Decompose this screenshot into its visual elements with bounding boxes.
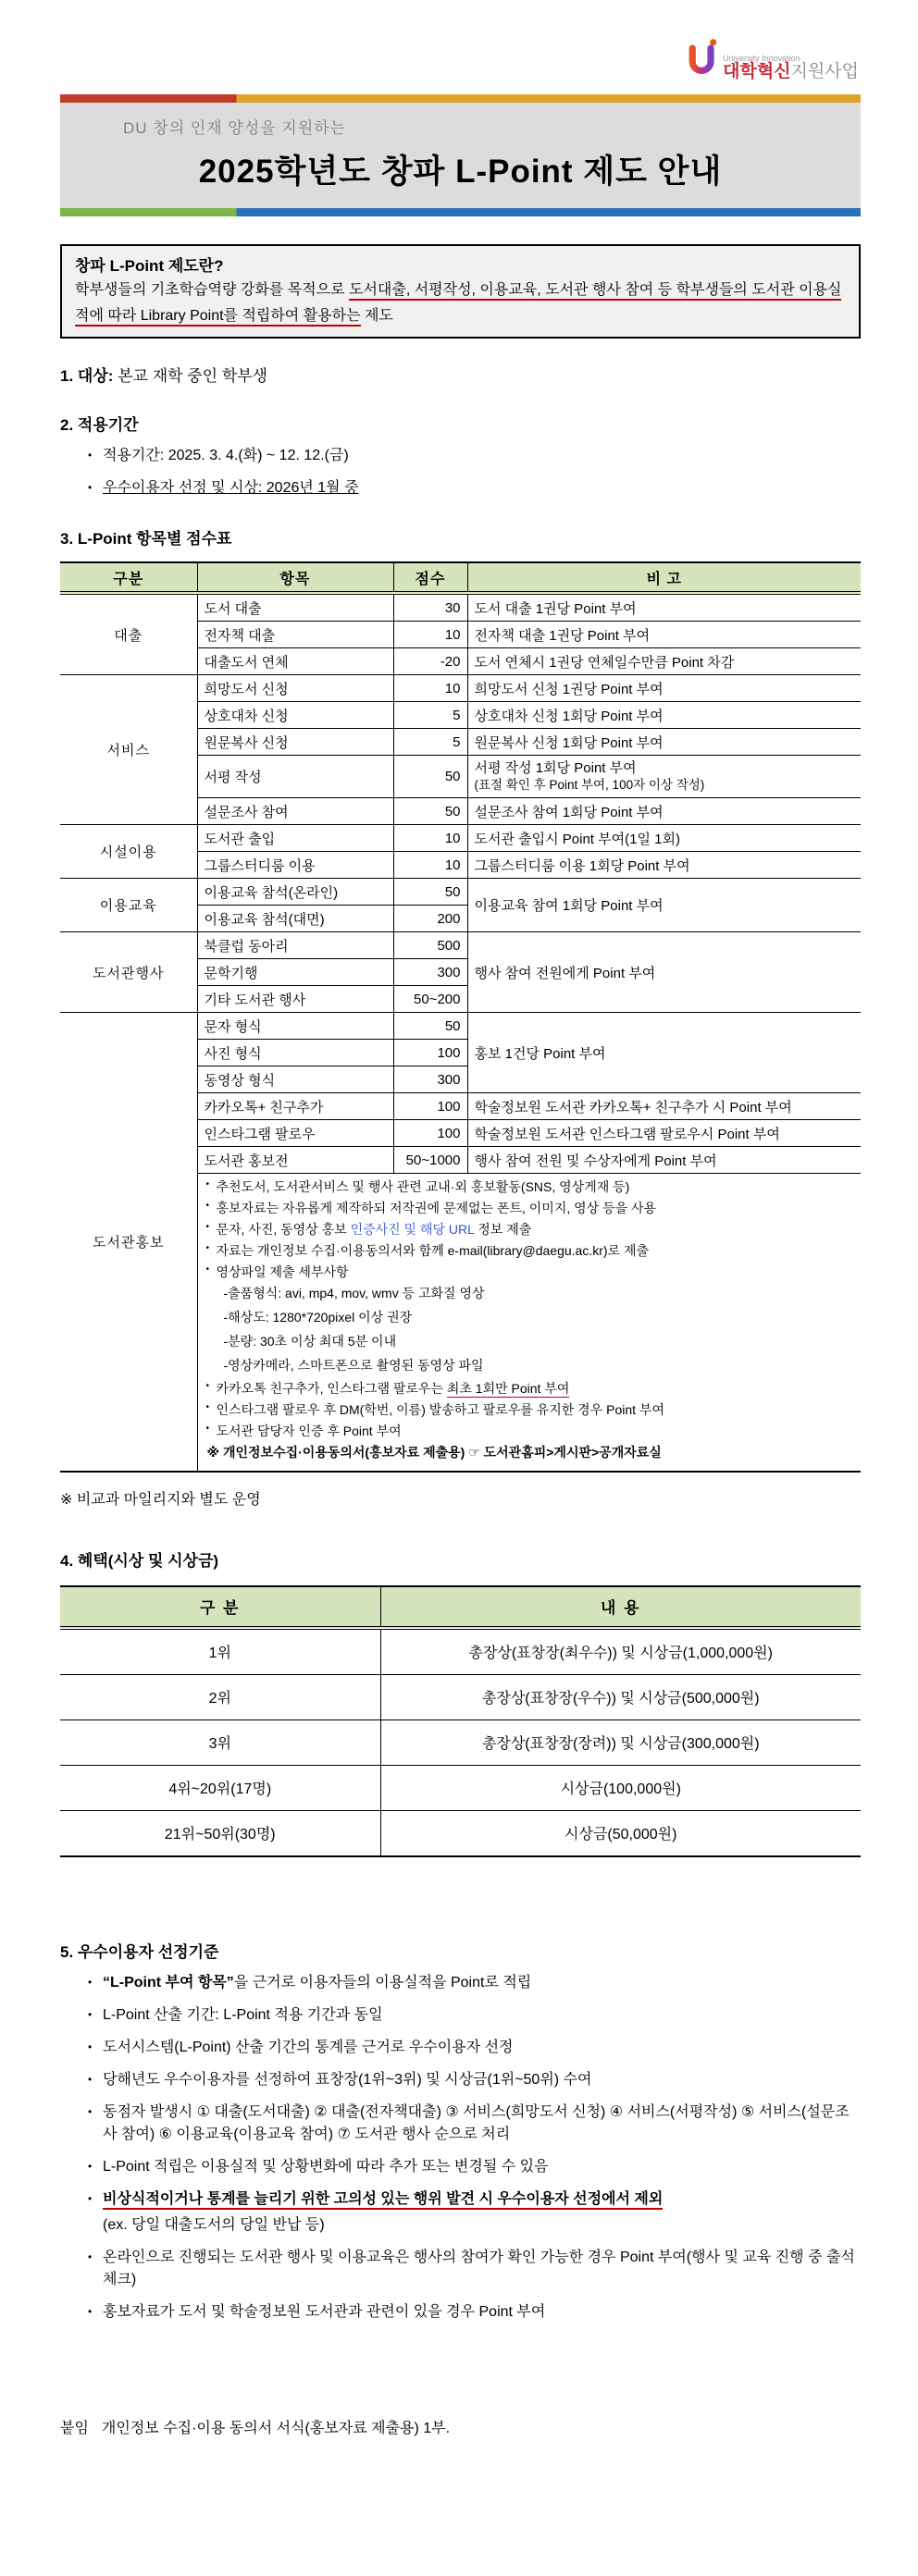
item-cell: 동영상 형식	[197, 1066, 393, 1093]
note-line: • 추천도서, 도서관서비스 및 행사 관련 교내·외 홍보활동(SNS, 영상게재 등)	[205, 1177, 854, 1198]
list-item: • L-Point 적립은 이용실적 및 상황변화에 따라 추가 또는 변경될 수 있음	[60, 2156, 861, 2178]
logo-tagline: University Innovation	[723, 53, 800, 63]
note-line: • 인스타그램 팔로우 후 DM(학번, 이름) 발송하고 팔로우를 유지한 경우 Point 부여	[205, 1399, 854, 1421]
list-item: • 홍보자료가 도서 및 학술정보원 도서관과 관련이 있을 경우 Point 부여	[60, 2301, 861, 2323]
banner-bottom-bar	[60, 208, 861, 216]
note-final: ※ 개인정보수집·이용동의서(홍보자료 제출용) ☞ 도서관홈피>게시판>공개자료실	[206, 1445, 662, 1461]
university-innovation-logo	[60, 33, 859, 83]
section1-text: 본교 재학 중인 학부생	[113, 367, 268, 386]
table-row	[60, 1765, 861, 1810]
remark-cell: 도서 대출 1권당 Point 부여	[467, 593, 861, 622]
item-cell: 사진 형식	[197, 1040, 393, 1066]
table-header-row	[60, 562, 861, 593]
attachment-line	[60, 2416, 861, 2437]
banner-top-bar	[60, 94, 861, 103]
item-cell: 문자 형식	[197, 1013, 393, 1040]
banner-body	[60, 103, 861, 208]
remark-cell: 학술정보원 도서관 카카오톡+ 친구추가 시 Point 부여	[467, 1093, 861, 1120]
rank-cell: 1위	[60, 1628, 380, 1675]
content-cell: 시상금(100,000원)	[380, 1765, 861, 1810]
section1-label: 1. 대상:	[60, 367, 114, 386]
note-line	[205, 1219, 854, 1240]
score-cell: 500	[393, 932, 467, 959]
page-title: 2025학년도 창파 L-Point 제도 안내	[198, 154, 723, 190]
note-line: • 도서관 담당자 인증 후 Point 부여	[205, 1421, 854, 1442]
category-cell: 도서관행사	[60, 932, 197, 1013]
score-cell: 10	[393, 622, 467, 648]
list-item: • 도서시스템(L-Point) 산출 기간의 통계를 근거로 우수이용자 선정	[60, 2037, 861, 2059]
list-item	[60, 477, 861, 499]
remark-cell-merged: 이용교육 참여 1회당 Point 부여	[467, 879, 861, 932]
remark-cell: 행사 참여 전원 및 수상자에게 Point 부여	[467, 1147, 861, 1174]
remark-cell: 그룹스터디룸 이용 1회당 Point 부여	[467, 852, 861, 879]
list-item	[60, 2188, 861, 2237]
list-item	[60, 445, 861, 467]
intro-tail: 제도	[360, 307, 393, 324]
remark-cell: 도서관 출입시 Point 부여(1일 1회)	[467, 825, 861, 852]
remark-cell	[467, 756, 861, 798]
score-cell: 50	[393, 879, 467, 906]
item-cell: 대출도서 연체	[197, 648, 393, 675]
criteria-warning: 비상식적이거나 통계를 늘리기 위한 고의성 있는 행위 발견 시 우수이용자 선정에서 제외	[103, 2191, 663, 2210]
rank-cell: 2위	[60, 1674, 380, 1719]
score-cell: 100	[393, 1093, 467, 1120]
logo-u-icon	[686, 36, 719, 83]
table-row	[60, 1810, 861, 1856]
note-subline: -분량: 30초 이상 최대 5분 이내	[223, 1334, 397, 1350]
remark-cell: 설문조사 참여 1회당 Point 부여	[467, 798, 861, 825]
table-row	[60, 675, 861, 702]
logo-text	[723, 55, 859, 83]
item-cell: 도서 대출	[197, 593, 393, 622]
col-header-rank: 구 분	[60, 1586, 380, 1628]
attachment-label: 붙임	[60, 2420, 89, 2436]
score-cell: 50	[393, 798, 467, 825]
score-table-footnote: ※ 비교과 마일리지와 별도 운영	[60, 1491, 261, 1508]
score-cell: 30	[393, 593, 467, 622]
note-line: • 영상파일 제출 세부사항	[205, 1262, 854, 1283]
rank-cell: 21위~50위(30명)	[60, 1810, 380, 1856]
section2-bullets	[60, 445, 861, 499]
logo-brand-red: 대학혁신	[723, 62, 791, 82]
item-cell: 그룹스터디룸 이용	[197, 852, 393, 879]
criteria-warning-example: (ex. 당일 대출도서의 당일 반납 등)	[103, 2216, 325, 2233]
remark-cell-merged: 홍보 1건당 Point 부여	[467, 1013, 861, 1093]
remark-cell: 원문복사 신청 1회당 Point 부여	[467, 729, 861, 756]
section1	[60, 363, 861, 386]
score-cell: 50~200	[393, 986, 467, 1013]
title-banner	[60, 94, 861, 216]
score-cell: 50	[393, 1013, 467, 1040]
item-cell: 도서관 출입	[197, 825, 393, 852]
lpoint-score-table	[60, 561, 861, 1472]
rank-cell: 3위	[60, 1719, 380, 1765]
table-row	[60, 932, 861, 959]
section3-title: 3. L-Point 항목별 점수표	[60, 530, 232, 548]
item-cell: 상호대차 신청	[197, 702, 393, 729]
content-cell: 총장상(표창장(우수)) 및 시상금(500,000원)	[380, 1674, 861, 1719]
section2-bullet2: 우수이용자 선정 및 시상: 2026년 1월 중	[103, 480, 359, 497]
item-cell: 전자책 대출	[197, 622, 393, 648]
note-line: • 홍보자료는 자유롭게 제작하되 저작권에 문제없는 폰트, 이미지, 영상 등을 사용	[205, 1198, 854, 1219]
content-cell: 총장상(표창장(최우수)) 및 시상금(1,000,000원)	[380, 1628, 861, 1675]
item-cell: 인스타그램 팔로우	[197, 1120, 393, 1147]
score-cell: 100	[393, 1120, 467, 1147]
item-cell: 문학기행	[197, 959, 393, 986]
item-cell: 설문조사 참여	[197, 798, 393, 825]
table-row	[60, 825, 861, 852]
table-row	[60, 593, 861, 622]
table-row	[60, 1013, 861, 1040]
table-header-row	[60, 1586, 861, 1628]
score-cell: 10	[393, 825, 467, 852]
remark-cell-merged: 행사 참여 전원에게 Point 부여	[467, 932, 861, 1013]
list-item: • 동점자 발생시 ① 대출(도서대출) ② 대출(전자책대출) ③ 서비스(희망도서 신청) ④ 서비스(서평작성) ⑤ 서비스(설문조사 참여) ⑥ 이용교육(이용교육 참여) ⑦ 도서관 행사 순으로 처리	[60, 2101, 861, 2146]
score-cell: 50~1000	[393, 1147, 467, 1174]
note-text: 카카오톡 친구추가, 인스타그램 팔로우는	[216, 1380, 447, 1396]
intro-lead: 학부생들의 기초학습역량 강화를 목적으로	[75, 282, 349, 298]
logo-brand-gray: 지원사업	[790, 62, 859, 82]
promo-notes-cell	[197, 1174, 861, 1472]
banner-subtitle: DU 창의 인재 양성을 지원하는	[123, 119, 347, 137]
score-cell: 5	[393, 702, 467, 729]
note-line: • 자료는 개인정보 수집·이용동의서와 함께 e-mail(library@daegu.ac.kr)로 제출	[205, 1240, 854, 1262]
section5-title: 5. 우수이용자 선정기준	[60, 1942, 219, 1961]
item-cell: 원문복사 신청	[197, 729, 393, 756]
score-cell: 200	[393, 906, 467, 932]
note-highlight: 최초 1회만 Point 부여	[446, 1380, 570, 1396]
remark-cell: 학술정보원 도서관 인스타그램 팔로우시 Point 부여	[467, 1120, 861, 1147]
intro-box	[60, 244, 861, 339]
table-row	[60, 1719, 861, 1765]
attachment-text: 개인정보 수집·이용 동의서 서식(홍보자료 제출용) 1부.	[101, 2420, 451, 2436]
remark-line: 서평 작성 1회당 Point 부여	[474, 760, 637, 777]
criteria-bold: “L-Point 부여 항목”	[103, 1974, 234, 1991]
note-subline: -해상도: 1280*720pixel 이상 권장	[223, 1310, 413, 1325]
col-header-category: 구분	[60, 562, 197, 593]
item-cell: 이용교육 참석(대면)	[197, 906, 393, 932]
col-header-item: 항목	[197, 562, 393, 593]
criteria-text: 을 근거로 이용자들의 이용실적을 Point로 적립	[233, 1974, 532, 1991]
item-cell: 기타 도서관 행사	[197, 986, 393, 1013]
col-header-content: 내 용	[380, 1586, 861, 1628]
logo-brand	[723, 62, 859, 81]
score-cell: 300	[393, 959, 467, 986]
table-row	[60, 879, 861, 906]
category-cell: 이용교육	[60, 879, 197, 932]
intro-heading: 창파 L-Point 제도란?	[75, 257, 224, 275]
score-cell: 100	[393, 1040, 467, 1066]
section4-title: 4. 혜택(시상 및 시상금)	[60, 1551, 219, 1570]
section2-title: 2. 적용기간	[60, 416, 139, 435]
score-cell: 50	[393, 756, 467, 798]
table-row	[60, 1674, 861, 1719]
list-item: • 온라인으로 진행되는 도서관 행사 및 이용교육은 행사의 참여가 확인 가능한 경우 Point 부여(행사 및 교육 진행 중 출석 체크)	[60, 2247, 861, 2291]
section2-bullet1: 적용기간: 2025. 3. 4.(화) ~ 12. 12.(금)	[103, 448, 349, 464]
category-cell: 시설이용	[60, 825, 197, 879]
note-text: 정보 제출	[474, 1221, 532, 1237]
score-cell: 300	[393, 1066, 467, 1093]
benefit-table	[60, 1585, 861, 1857]
category-cell: 서비스	[60, 675, 197, 825]
col-header-remark: 비 고	[467, 562, 861, 593]
remark-cell: 상호대차 신청 1회당 Point 부여	[467, 702, 861, 729]
item-cell: 카카오톡+ 친구추가	[197, 1093, 393, 1120]
item-cell: 서평 작성	[197, 756, 393, 798]
intro-text	[75, 277, 846, 328]
score-cell: 10	[393, 675, 467, 702]
col-header-score: 점수	[393, 562, 467, 593]
section5-bullets	[60, 1972, 861, 2323]
remark-cell: 전자책 대출 1권당 Point 부여	[467, 622, 861, 648]
score-cell: 5	[393, 729, 467, 756]
list-item: • L-Point 산출 기간: L-Point 적용 기간과 동일	[60, 2004, 861, 2027]
item-cell: 도서관 홍보전	[197, 1147, 393, 1174]
list-item: • 당해년도 우수이용자를 선정하여 표창장(1위~3위) 및 시상금(1위~50위) 수여	[60, 2069, 861, 2091]
score-cell: 10	[393, 852, 467, 879]
item-cell: 희망도서 신청	[197, 675, 393, 702]
content-cell: 총장상(표창장(장려)) 및 시상금(300,000원)	[380, 1719, 861, 1765]
remark-cell: 희망도서 신청 1권당 Point 부여	[467, 675, 861, 702]
content-cell: 시상금(50,000원)	[380, 1810, 861, 1856]
category-cell: 도서관홍보	[60, 1013, 197, 1472]
item-cell: 이용교육 참석(온라인)	[197, 879, 393, 906]
note-subline: -출품형식: avi, mp4, mov, wmv 등 고화질 영상	[223, 1286, 485, 1301]
score-cell: -20	[393, 648, 467, 675]
intro-underlined-text: 도서대출, 서평작성, 이용교육, 도서관 행사 참여 등 학부생들의 도서관 이용실적에 따라 Library Point를 적립하여 활용하는	[75, 282, 841, 327]
item-cell: 북클럽 동아리	[197, 932, 393, 959]
rank-cell: 4위~20위(17명)	[60, 1765, 380, 1810]
note-text: 문자, 사진, 동영상 홍보	[216, 1221, 351, 1237]
remark-subline: (표절 확인 후 Point 부여, 100자 이상 작성)	[474, 778, 705, 793]
remark-cell: 도서 연체시 1권당 연체일수만큼 Point 차감	[467, 648, 861, 675]
table-row	[60, 1628, 861, 1675]
note-subline: -영상카메라, 스마트폰으로 촬영된 동영상 파일	[223, 1357, 484, 1373]
section5	[60, 1939, 861, 2323]
url-info-link[interactable]: 인증사진 및 해당 URL	[350, 1221, 475, 1237]
list-item	[60, 1972, 861, 1994]
category-cell: 대출	[60, 593, 197, 675]
note-line	[205, 1378, 854, 1399]
